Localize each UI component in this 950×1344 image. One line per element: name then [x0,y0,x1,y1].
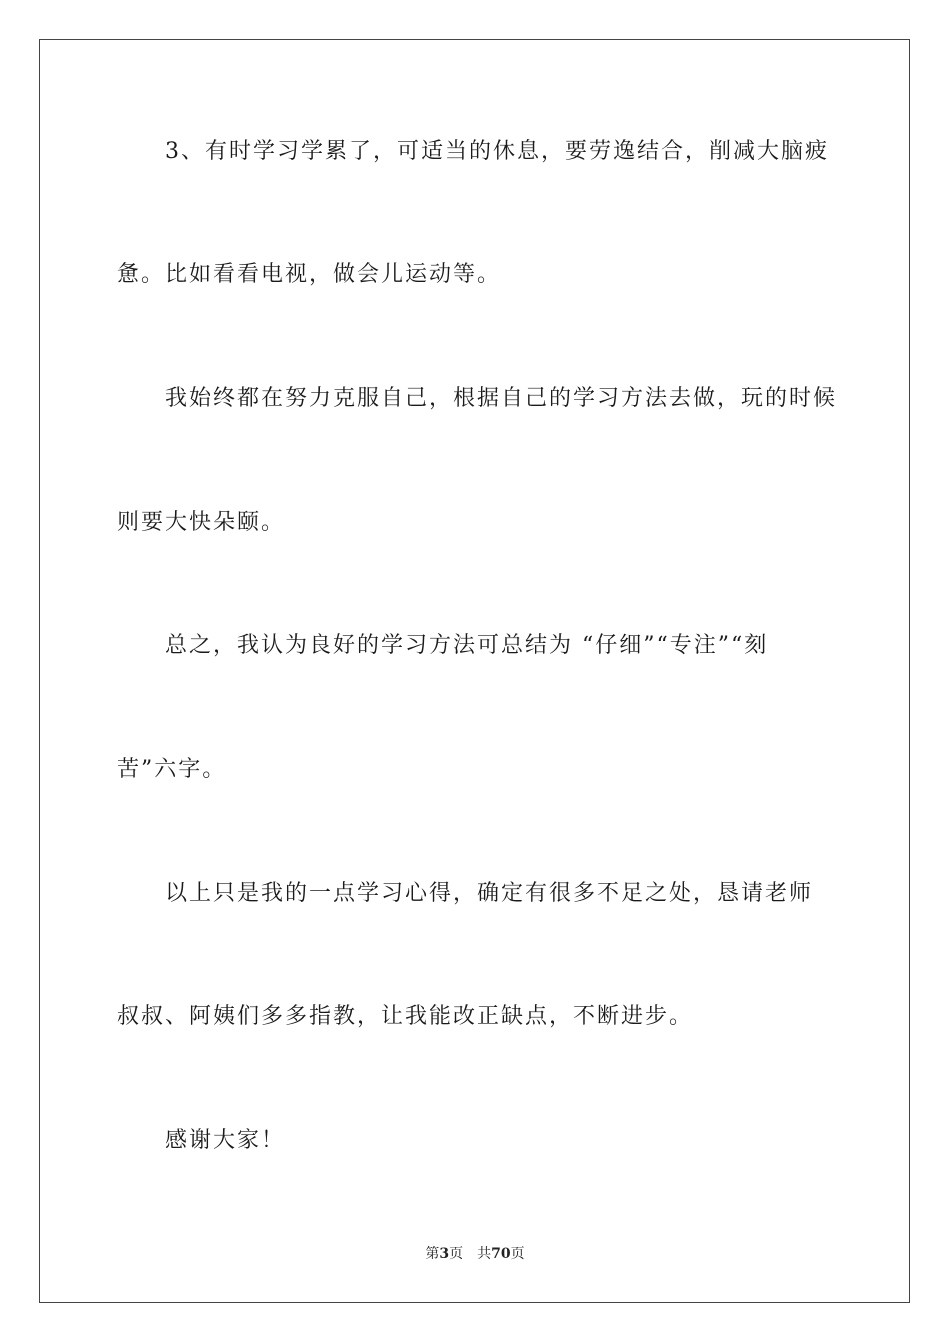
footer-page-total: 70 [491,1246,511,1262]
footer-page-suffix: 页 [449,1246,464,1262]
page-footer [0,1244,950,1264]
footer-total-prefix: 共 [477,1246,492,1262]
paragraph-line: 苦”六字。 [117,757,227,782]
footer-page-prefix: 第 [425,1246,440,1262]
paragraph-line: 3、有时学习学累了，可适当的休息，要劳逸结合，削减大脑疲 [165,139,829,164]
paragraph-line: 叔叔、阿姨们多多指教，让我能改正缺点，不断进步。 [117,1004,694,1029]
paragraph-line: 惫。比如看看电视，做会儿运动等。 [117,262,502,287]
footer-total-suffix: 页 [510,1246,525,1262]
paragraph-line: 总之，我认为良好的学习方法可总结为 “仔细”“专注”“刻 [165,633,769,658]
footer-page-number: 3 [439,1246,450,1262]
paragraph-line: 我始终都在努力克服自己，根据自己的学习方法去做，玩的时候 [165,386,838,411]
page-frame [39,39,910,1303]
paragraph-line: 以上只是我的一点学习心得，确定有很多不足之处，恳请老师 [165,881,814,906]
paragraph-line: 则要大快朵颐。 [117,510,286,535]
paragraph-line: 感谢大家！ [165,1128,286,1153]
